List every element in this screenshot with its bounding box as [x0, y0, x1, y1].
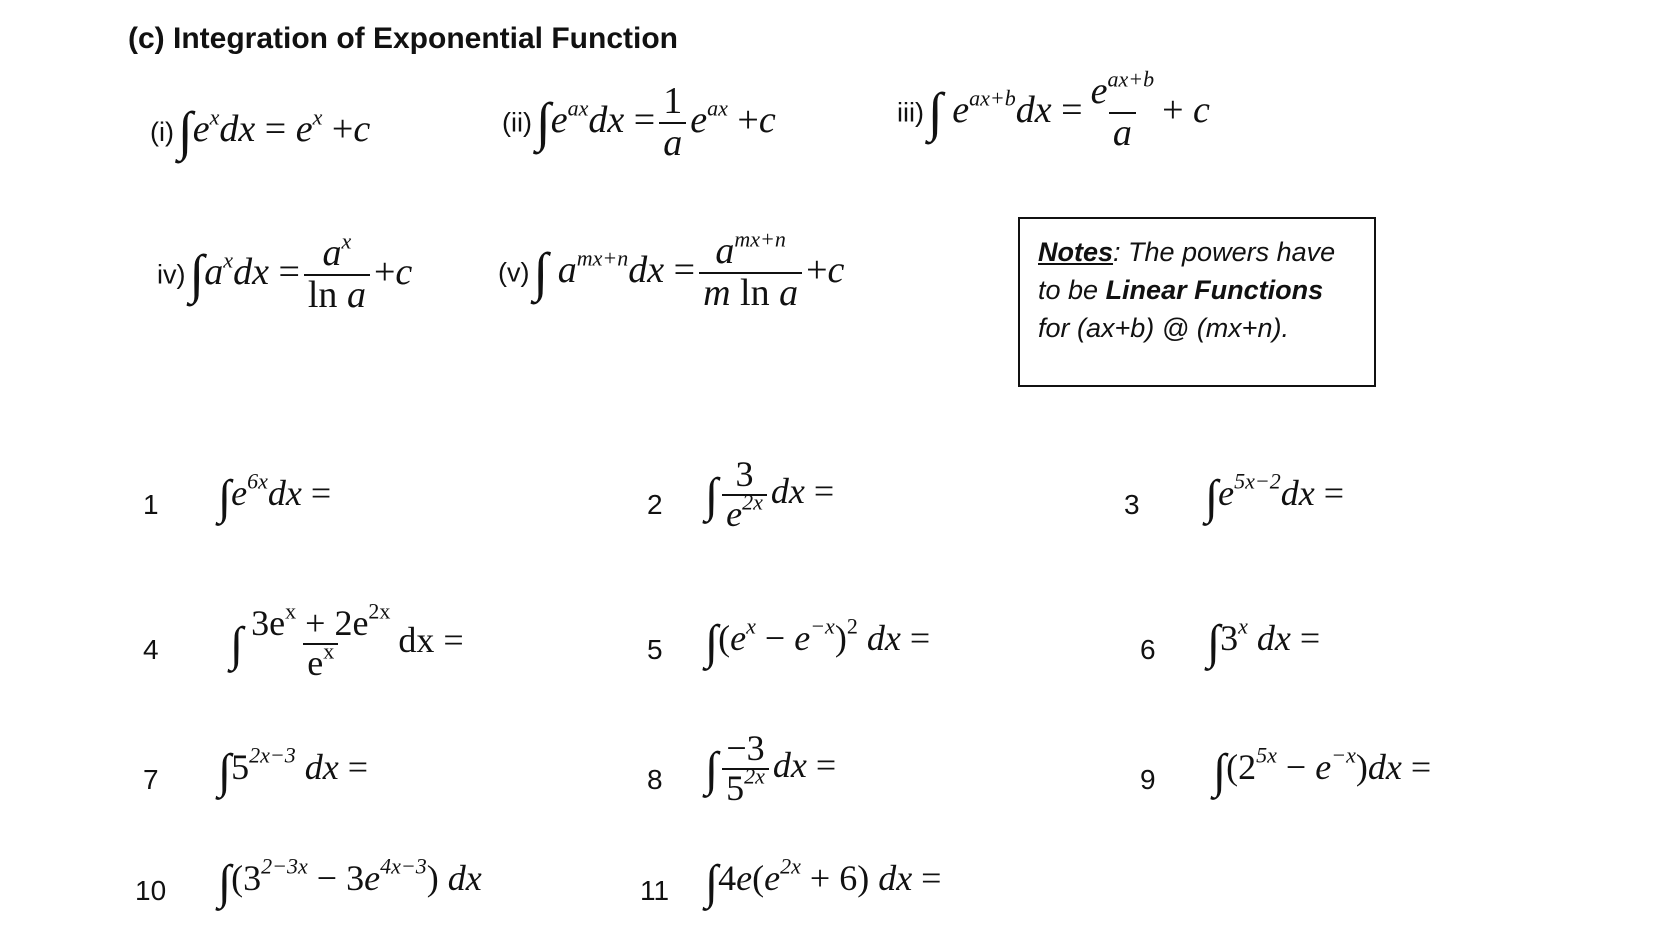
question-2: ∫ $\frac{3}{e^{2x}}$ dx =	[705, 454, 835, 534]
rule-i-formula: $\int e^xdx = e^x +c$	[177, 101, 371, 161]
question-number: 10	[135, 875, 167, 906]
notes-box	[1018, 217, 1376, 387]
question-1: $\int e^{6x}dx$ =	[218, 468, 332, 524]
rule-iii-label: iii)	[897, 97, 924, 128]
question-number: 1	[143, 489, 159, 520]
question-number: 9	[1140, 764, 1156, 795]
rule-iv	[157, 228, 413, 316]
question-6: ∫3$^x$ dx =	[1207, 613, 1321, 669]
question-number: 11	[640, 875, 670, 906]
question-number: 2	[647, 489, 663, 520]
rule-ii	[502, 82, 776, 164]
question-9: $\int(2^{5x} - e^{-x})dx$ =	[1213, 742, 1432, 798]
rule-iv-label: iv)	[157, 259, 186, 290]
question-number: 4	[143, 634, 159, 665]
question-8: ∫ $\frac{-3}{5^{2x}}$ dx =	[705, 728, 837, 808]
rule-v-formula: ∫ $a^{mx+n}dx$ = $\frac{a^{mx+n}}{\text{m ln a}}$ +c	[533, 226, 845, 314]
notes-line-2	[1038, 271, 1356, 309]
rule-i	[150, 101, 371, 161]
rule-v-label: (v)	[498, 257, 530, 288]
rule-iii-formula: ∫ $e^{ax+b}dx$ = $\frac{e^{ax+b}}{a}$ + c	[928, 66, 1210, 154]
notes-title: Notes	[1038, 237, 1114, 267]
notes-line-3: for (ax+b) @ (mx+n).	[1038, 313, 1289, 343]
question-number: 8	[647, 764, 663, 795]
question-10: $\int(3^{2-3x} - 3e^{4x-3})$ dx	[218, 853, 482, 909]
question-3: $\int e^{5x-2}dx$ =	[1205, 468, 1345, 524]
rule-i-label: (i)	[150, 117, 174, 147]
question-11: $\int 4e(e^{2x} + 6)$ dx =	[705, 853, 942, 909]
question-number: 7	[143, 764, 159, 795]
rule-v	[498, 226, 845, 314]
notes-text-2a: to be	[1038, 275, 1106, 305]
question-5: $\int(e^x - e^{-x})^2$ dx =	[705, 613, 931, 669]
rule-iii	[897, 66, 1210, 154]
notes-line-1	[1038, 233, 1356, 271]
rule-ii-formula: $\int e^{ax}dx$ = $\frac{1}{a}$ $e^{ax} +c$	[535, 80, 776, 164]
section-heading: (c) Integration of Exponential Function	[128, 22, 678, 55]
notes-text-2b: Linear Functions	[1105, 275, 1324, 305]
notes-text-1: : The powers have	[1113, 237, 1336, 267]
question-number: 3	[1124, 489, 1140, 520]
rule-iv-formula: $\int a^xdx$ = $\frac{a^x}{\text{ln a}}$ +c	[189, 228, 413, 316]
rule-ii-label: (ii)	[502, 107, 532, 138]
question-number: 6	[1140, 634, 1156, 665]
question-number: 5	[647, 634, 663, 665]
question-4: ∫ $\frac{3e^x + 2e^{2x}}{e^x}$ dx =	[230, 598, 464, 683]
question-7: $\int 5^{2x-3}$ dx =	[218, 742, 369, 798]
